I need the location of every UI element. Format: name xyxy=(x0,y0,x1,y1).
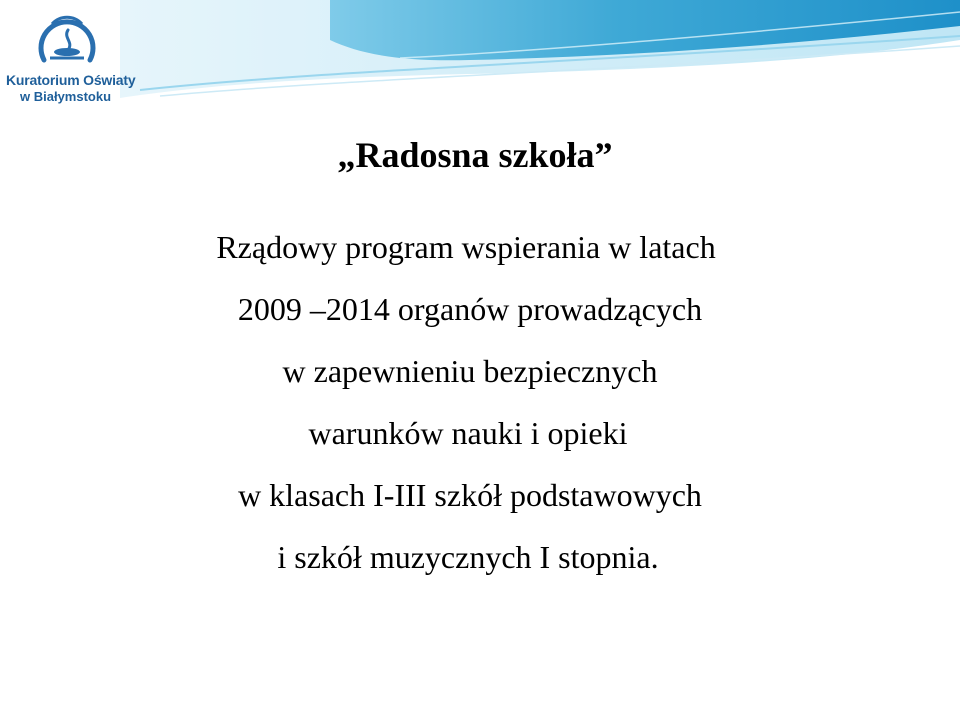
slide-title xyxy=(0,134,960,176)
logo-text xyxy=(6,73,135,105)
body-line-program: Rządowy program wspierania w latach xyxy=(216,229,716,265)
body-line-safety: w zapewnieniu bezpiecznych xyxy=(282,353,658,389)
body-line-classes: w klasach I-III szkół podstawowych xyxy=(238,477,702,513)
logo-location: w Białymstoku xyxy=(20,89,112,105)
slide-body xyxy=(0,216,960,588)
kuratorium-logo xyxy=(0,0,140,120)
header-banner xyxy=(0,0,960,120)
body-line-conditions: warunków nauki i opieki xyxy=(308,415,628,451)
logo-emblem-icon xyxy=(0,0,140,75)
body-line-years: 2009 –2014 organów prowadzących xyxy=(237,291,703,327)
slide-title-text: „Radosna szkoła” xyxy=(337,135,613,175)
logo-name: Kuratorium Oświaty xyxy=(6,72,136,88)
body-line-music-schools: i szkół muzycznych I stopnia. xyxy=(277,539,659,575)
